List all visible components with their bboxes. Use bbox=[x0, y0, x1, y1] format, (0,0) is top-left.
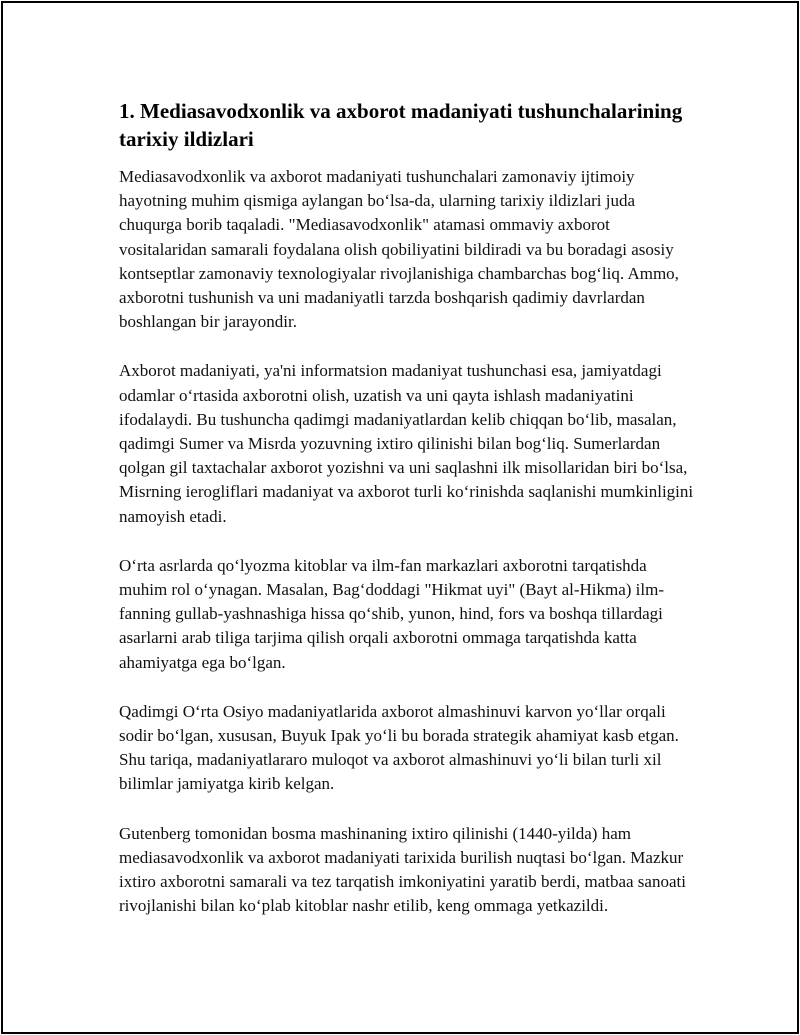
paragraph-intro: Mediasavodxonlik va axborot madaniyati tushunchalari zamonaviy ijtimoiy hayotning muhim qismiga aylangan bo‘lsa-da, ularning tarixiy ildizlari juda chuqurga borib taqaladi. "Mediasavodxonlik" atamasi ommaviy axborot vositalaridan samarali foydalana olish qobiliyatini bildiradi va bu boradagi asosiy kontseptlar zamonaviy texnologiyalar rivojlanishiga chambarchas bog‘liq. Ammo, axborotni tushunish va uni madaniyatli tarzda boshqarish qadimiy davrlardan boshlangan bir jarayondir. bbox=[119, 167, 679, 332]
document-body bbox=[119, 97, 695, 943]
paragraph-middle-ages: O‘rta asrlarda qo‘lyozma kitoblar va ilm-fan markazlari axborotni tarqatishda muhim rol o‘ynagan. Masalan, Bag‘doddagi "Hikmat uyi" (Bayt al-Hikma) ilm-fanning gullab-yashnashiga hissa qo‘shib, yunon, hind, fors va boshqa tillardagi asarlarni arab tiliga tarjima qilish orqali axborotni ommaga tarqatishda katta ahamiyatga ega bo‘lgan. bbox=[119, 555, 665, 672]
paragraph-gutenberg: Gutenberg tomonidan bosma mashinaning ixtiro qilinishi (1440-yilda) ham mediasavodxonlik va axborot madaniyati tarixida burilish nuqtasi bo‘lgan. Mazkur ixtiro axborotni samarali va tez tarqatish imkoniyatini yaratib berdi, matbaa sanoati rivojlanishi bilan ko‘plab kitoblar nashr etilib, keng ommaga yetkazildi. bbox=[119, 823, 686, 916]
paragraph-information-culture: Axborot madaniyati, ya'ni informatsion madaniyat tushunchasi esa, jamiyatdagi odamlar o‘rtasida axborotni olish, uzatish va uni qayta ishlash madaniyatini ifodalaydi. Bu tushuncha qadimgi madaniyatlardan kelib chiqqan bo‘lib, masalan, qadimgi Sumer va Misrda yozuvning ixtiro qilinishi bilan bog‘liq. Sumerlardan qolgan gil taxtachalar axborot yozishni va uni saqlashni ilk misollaridan biri bo‘lsa, Misrning ierogliflari madaniyat va axborot turli ko‘rinishda saqlanishi mumkinligini namoyish etadi. bbox=[119, 361, 694, 526]
paragraph-central-asia: Qadimgi O‘rta Osiyo madaniyatlarida axborot almashinuvi karvon yo‘llar orqali sodir bo‘lgan, xususan, Buyuk Ipak yo‘li bu borada strategik ahamiyat kasb etgan. Shu tariqa, madaniyatlararo muloqot va axborot almashinuvi yo‘li bilan turli xil bilimlar jamiyatga kirib kelgan. bbox=[119, 701, 679, 794]
page-frame bbox=[1, 1, 799, 1034]
section-heading: 1. Mediasavodxonlik va axborot madaniyati tushunchalarining tarixiy ildizlari bbox=[119, 99, 683, 151]
